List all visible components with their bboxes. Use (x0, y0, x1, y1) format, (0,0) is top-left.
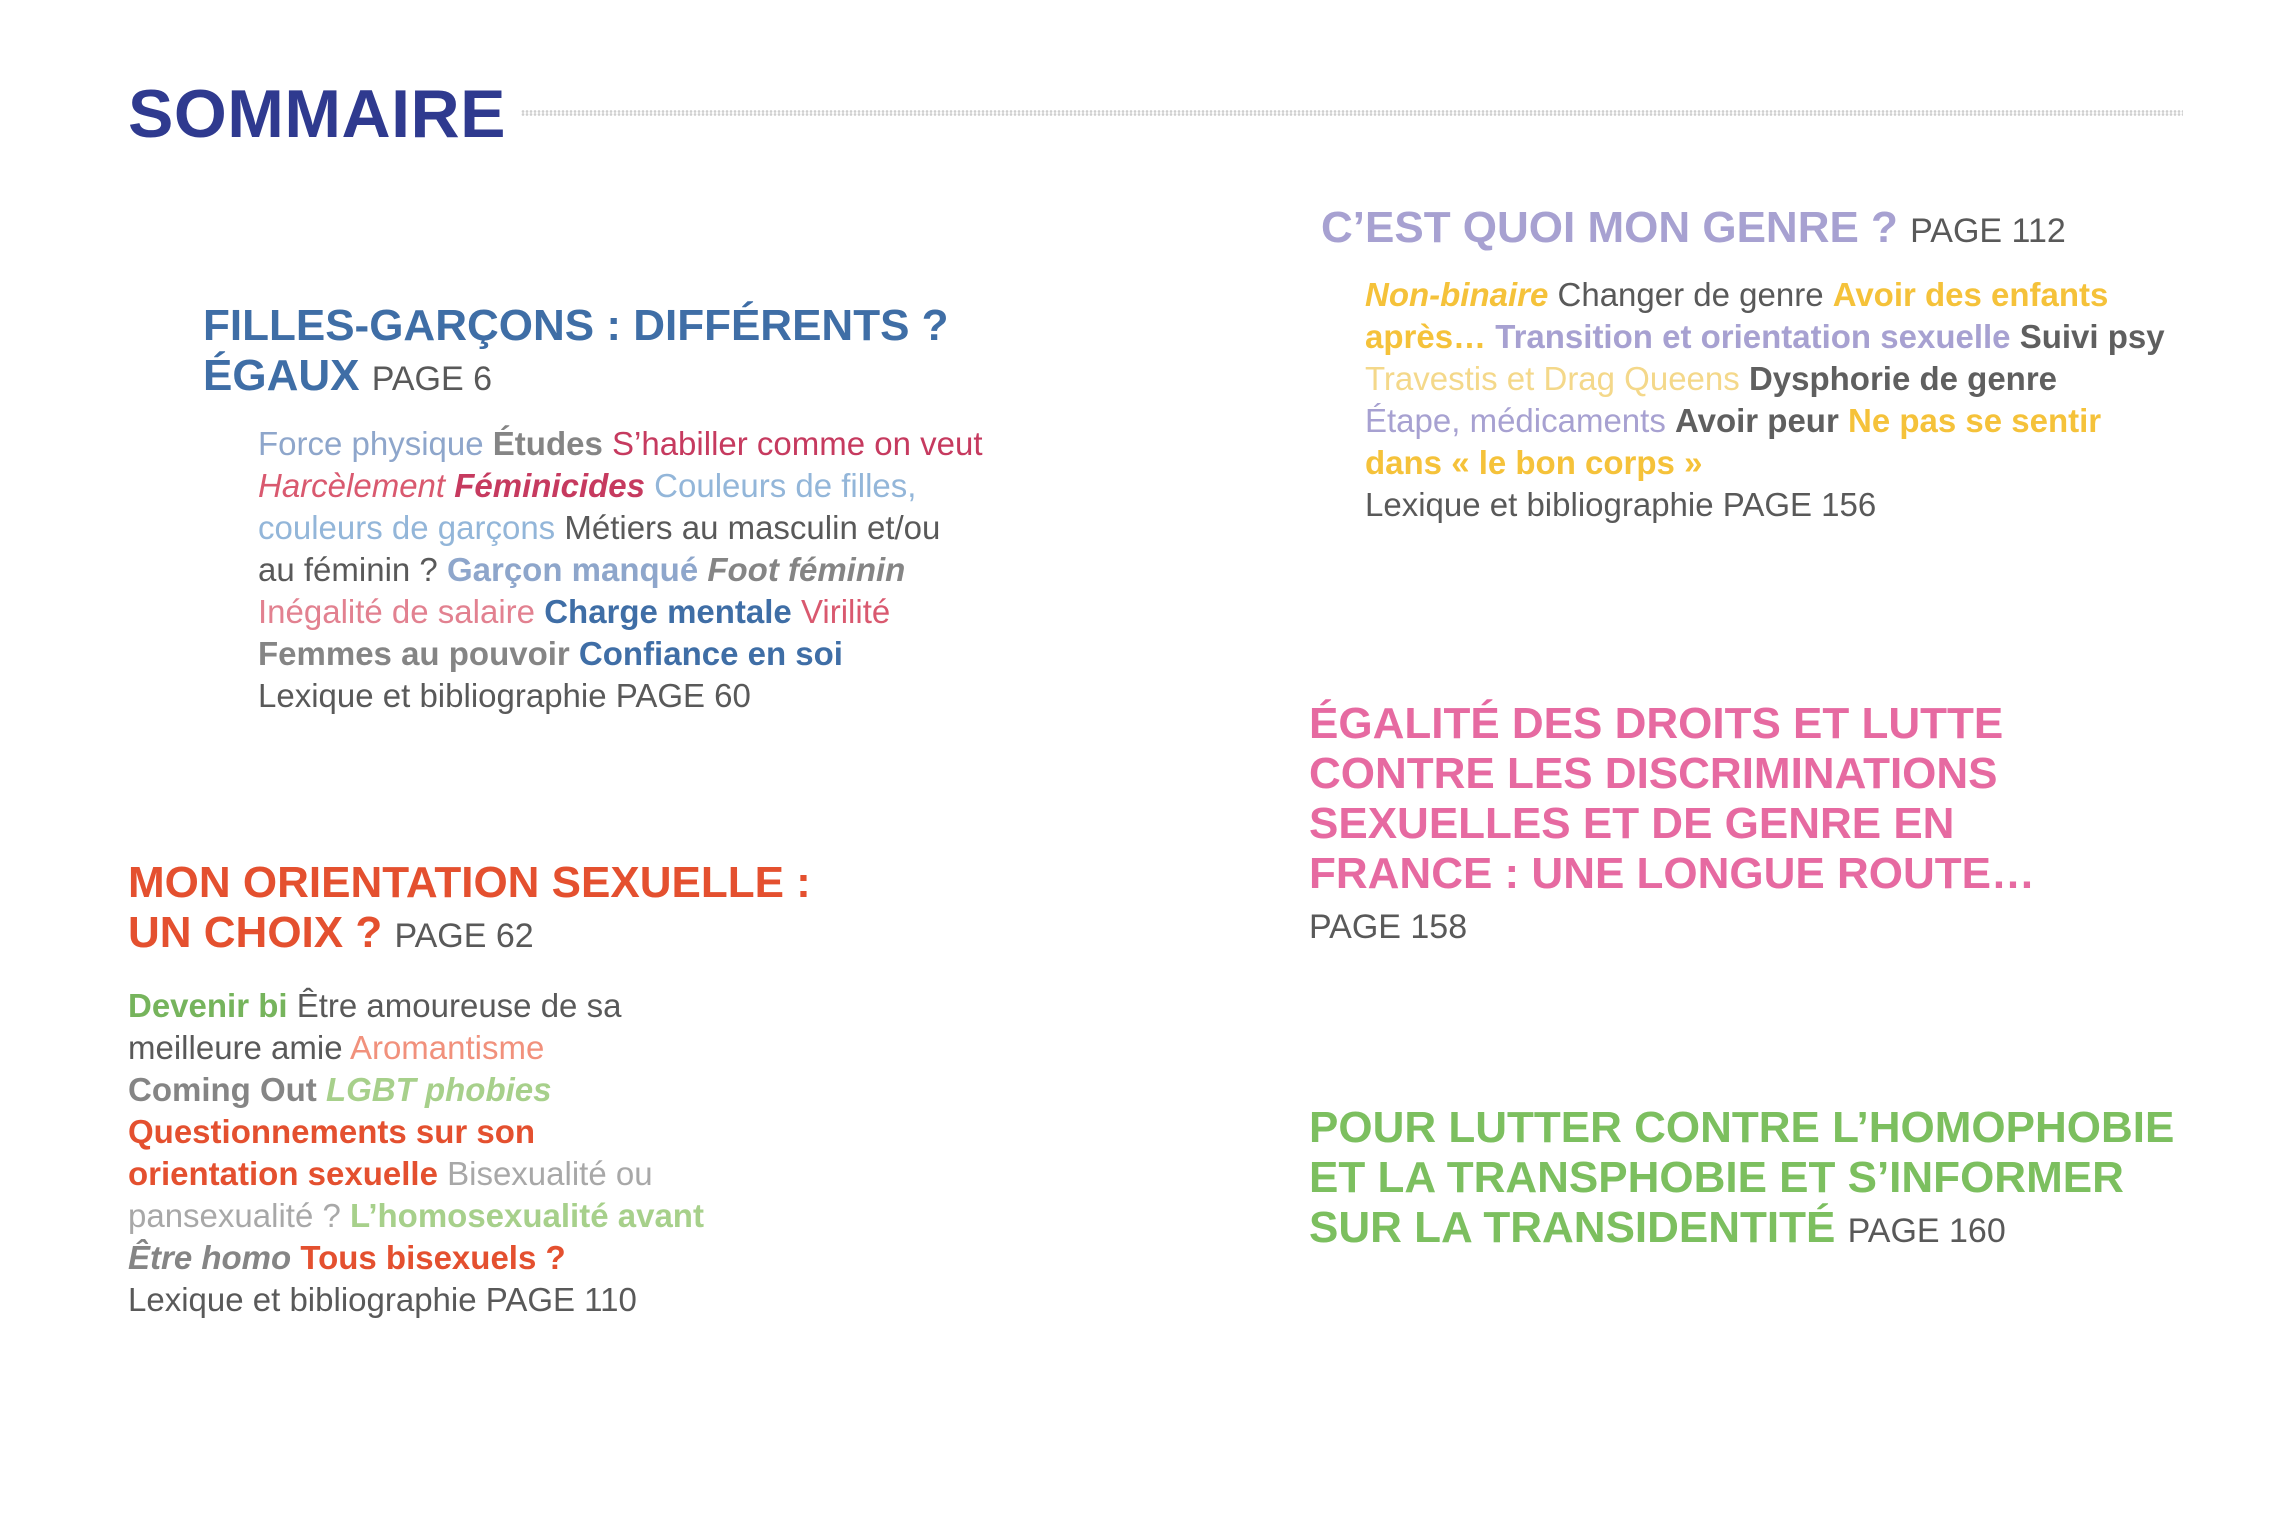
topic-line (1365, 400, 2165, 442)
topic-line (258, 549, 983, 591)
topic-line (128, 1237, 704, 1279)
topic-foot-feminin: Foot féminin (707, 551, 906, 588)
topic-devenir-bi: Devenir bi (128, 987, 288, 1024)
topic-line (128, 1195, 704, 1237)
section-heading-line-last (1321, 203, 2066, 253)
topic-ne-pas-se-sentir-continued: dans « le bon corps » (1365, 444, 1703, 481)
topic-couleurs-garcons: couleurs de garçons (258, 509, 556, 546)
topic-coming-out: Coming Out (128, 1071, 317, 1108)
topic-virilite: Virilité (800, 593, 891, 630)
topic-etape-medicaments: Étape, médicaments (1365, 402, 1666, 439)
topic-non-binaire: Non-binaire (1365, 276, 1549, 313)
topic-avoir-peur: Avoir peur (1675, 402, 1839, 439)
topic-travestis-drag-queens: Travestis et Drag Queens (1365, 360, 1740, 397)
topic-line (258, 675, 983, 717)
topic-confiance-en-soi: Confiance en soi (578, 635, 843, 672)
page-reference: PAGE 6 (371, 360, 493, 398)
topic-line (1365, 442, 2165, 484)
section-heading-genre (1321, 203, 2066, 253)
page-title: SOMMAIRE (128, 76, 506, 152)
section-heading-line: FILLES-GARÇONS : DIFFÉRENTS ? (203, 301, 949, 350)
section-heading-line: POUR LUTTER CONTRE L’HOMOPHOBIE (1309, 1103, 2175, 1152)
topic-etudes: Études (492, 425, 603, 462)
topic-line (128, 1027, 704, 1069)
topic-line (258, 507, 983, 549)
topic-transition-orientation: Transition et orientation sexuelle (1495, 318, 2011, 355)
page-reference: PAGE 112 (1910, 212, 2066, 250)
topic-bisexualite: Bisexualité ou (447, 1155, 653, 1192)
section-heading-line-last (128, 908, 811, 958)
section-heading-line: UN CHOIX ? (128, 908, 383, 957)
section-heading-orientation (128, 858, 811, 958)
topic-lgbt-phobies: LGBT phobies (325, 1071, 552, 1108)
lexique-reference: Lexique et bibliographie PAGE 110 (128, 1281, 637, 1318)
section-heading-homophobie (1309, 1103, 2174, 1253)
section-heading-egalite (1309, 699, 2035, 949)
topic-shabiller: S’habiller comme on veut (612, 425, 983, 462)
topic-aromantisme: Aromantisme (349, 1029, 545, 1066)
section-heading-line: C’EST QUOI MON GENRE ? (1321, 203, 1898, 252)
topic-suivi-psy: Suivi psy (2019, 318, 2165, 355)
topic-tous-bisexuels: Tous bisexuels ? (300, 1239, 566, 1276)
section-heading-line-last (203, 351, 949, 401)
topic-line (1365, 274, 2165, 316)
section-heading-line: FRANCE : UNE LONGUE ROUTE… (1309, 849, 2035, 898)
topic-line (258, 633, 983, 675)
topic-inegalite-salaire: Inégalité de salaire (258, 593, 536, 630)
page-reference: PAGE 158 (1309, 908, 1468, 946)
topic-line (258, 423, 983, 465)
topic-garcon-manque: Garçon manqué (446, 551, 699, 588)
page-reference: PAGE 160 (1847, 1212, 2006, 1250)
topic-list-filles-garcons (258, 423, 983, 717)
topic-feminicides: Féminicides (454, 467, 645, 504)
topic-line (258, 465, 983, 507)
topic-list-genre (1365, 274, 2165, 526)
topic-ne-pas-se-sentir: Ne pas se sentir (1847, 402, 2102, 439)
section-heading-line: SEXUELLES ET DE GENRE EN (1309, 799, 1955, 848)
topic-list-orientation (128, 985, 704, 1321)
section-heading-line: MON ORIENTATION SEXUELLE : (128, 858, 811, 907)
topic-charge-mentale: Charge mentale (544, 593, 792, 630)
topic-etre-homo: Être homo (128, 1239, 292, 1276)
section-heading-line: ET LA TRANSPHOBIE ET S’INFORMER (1309, 1153, 2124, 1202)
section-heading-line: SUR LA TRANSIDENTITÉ (1309, 1203, 1836, 1252)
section-heading-filles-garcons (203, 301, 949, 401)
topic-line (1365, 484, 2165, 526)
topic-bisexualite-continued: pansexualité ? (128, 1197, 341, 1234)
topic-questionnements-continued: orientation sexuelle (128, 1155, 438, 1192)
page-reference-line (1309, 899, 2035, 949)
topic-dysphorie: Dysphorie de genre (1748, 360, 2058, 397)
page-reference: PAGE 62 (394, 917, 534, 955)
topic-line (1365, 316, 2165, 358)
topic-line (128, 1111, 704, 1153)
title-divider (521, 110, 2183, 116)
section-heading-line: ÉGAUX (203, 351, 360, 400)
topic-femmes-pouvoir: Femmes au pouvoir (258, 635, 570, 672)
section-heading-line: CONTRE LES DISCRIMINATIONS (1309, 749, 1998, 798)
topic-line (258, 591, 983, 633)
lexique-reference: Lexique et bibliographie PAGE 156 (1365, 486, 1877, 523)
topic-couleurs-filles: Couleurs de filles, (654, 467, 917, 504)
topic-changer-genre: Changer de genre (1557, 276, 1824, 313)
topic-amoureuse: Être amoureuse de sa (296, 987, 622, 1024)
topic-avoir-enfants: Avoir des enfants (1832, 276, 2109, 313)
topic-metiers: Métiers au masculin et/ou (564, 509, 941, 546)
topic-questionnements: Questionnements sur son (128, 1113, 536, 1150)
topic-line (1365, 358, 2165, 400)
section-heading-line: ÉGALITÉ DES DROITS ET LUTTE (1309, 699, 2004, 748)
topic-harcelement: Harcèlement (258, 467, 446, 504)
topic-amoureuse-continued: meilleure amie (128, 1029, 343, 1066)
topic-homosexualite-avant: L’homosexualité avant (350, 1197, 704, 1234)
topic-line (128, 1069, 704, 1111)
topic-avoir-enfants-continued: après… (1365, 318, 1487, 355)
topic-line (128, 985, 704, 1027)
topic-metiers-continued: au féminin ? (258, 551, 438, 588)
topic-line (128, 1153, 704, 1195)
section-heading-line-last (1309, 1203, 2174, 1253)
topic-force-physique: Force physique (258, 425, 484, 462)
lexique-reference: Lexique et bibliographie PAGE 60 (258, 677, 751, 714)
topic-line (128, 1279, 704, 1321)
